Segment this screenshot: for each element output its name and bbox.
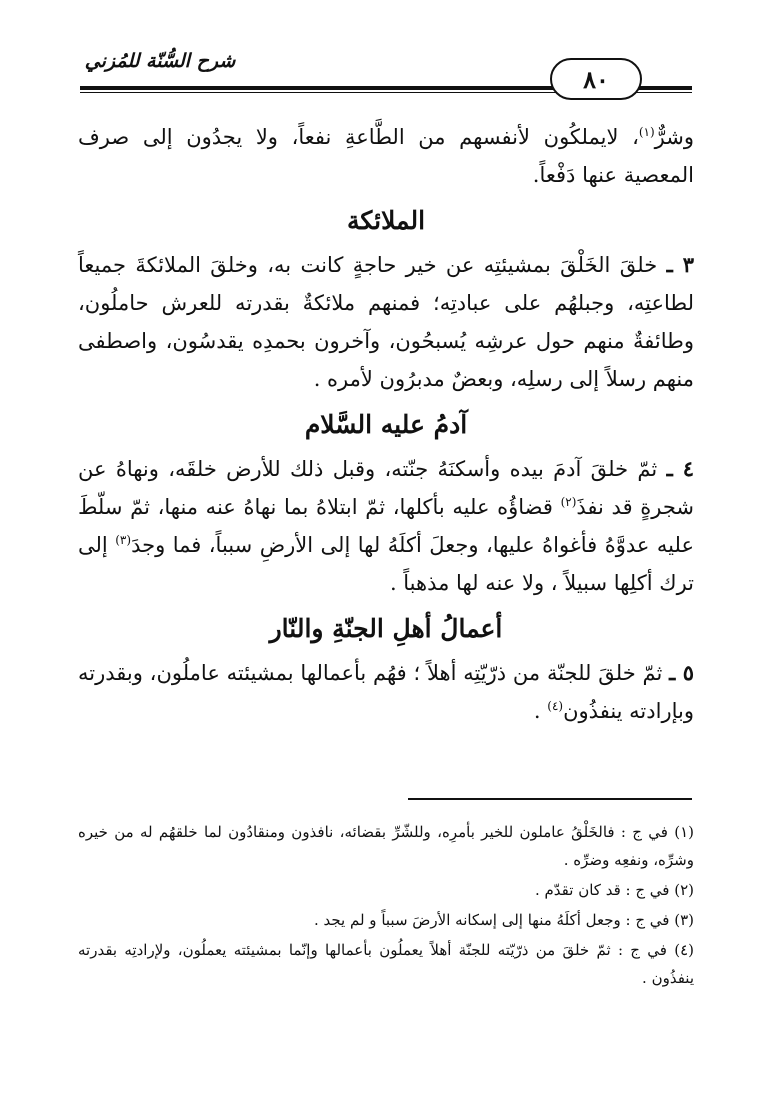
heading-deeds: أعمالُ أهلِ الجنّةِ والنّار — [269, 614, 503, 643]
p0-text-b: ، لايملكُون لأنفسهم من الطَّاعةِ نفعاً، ولا يجدُون إلى صرف المعصية عنها دَفْعاً. — [78, 125, 694, 187]
footnote-ref-3: (٣) — [115, 533, 132, 547]
paragraph-3-text: خلقَ الخَلْقَ بمشيئتِه عن خير حاجةٍ كانت به، وخلقَ الملائكةَ جميعاً لطاعتِه، وجبلهُم على عبادتِه؛ فمنهم ملائكةٌ بقدرته للعرش حاملُون، وطائفةٌ منهم حول عرشِه يُسبحُون، وآخرون بحمدِه يقدسُون، واصطفى منهم رسلاً إلى رسلِه، وبعضٌ مدبرُون لأمره . — [78, 253, 694, 391]
heading-angels: الملائكة — [346, 206, 426, 235]
p0-text-a: وشرٌّ — [654, 125, 694, 149]
paragraph-4-number: ٤ ـ — [666, 456, 694, 481]
p5-text-b: . — [533, 699, 548, 723]
footnote-1: (١) في ج : فالخَلْقُ عاملون للخير بأمرِه، وللشّرِّ بقضائه، نافذون ومنقادُون لما خلقهُم له من خيره وشرِّه، ونفعِه وضرِّه . — [78, 823, 694, 869]
footnote-4: (٤) في ج : ثمّ خلقَ من ذرّيّته للجنّة أهلاً يعملُون بأعمالها وإنّما بمشيئته يعملُون، ولإرادتِه بقدرته ينفذُون . — [78, 941, 694, 987]
paragraph-3-number: ٣ ـ — [666, 252, 694, 277]
paragraph-5-number: ٥ ـ — [669, 660, 694, 685]
paragraph-4 — [78, 450, 694, 602]
footnote-ref-1: (١) — [638, 125, 655, 139]
footnote-ref-2: (٢) — [560, 495, 577, 509]
footnote-ref-4: (٤) — [547, 699, 564, 713]
running-title: شرح السُّنّة للمُزني — [84, 50, 236, 72]
p4-text-c: إلى ترك أكلِها سبيلاً ، ولا عنه لها مذهباً . — [78, 533, 694, 595]
p4-text-a: ثمّ خلقَ آدمَ بيده وأسكنَهُ جنّته، وقبل ذلك للأرض خلقَه، ونهاهُ عن شجرةٍ قد نفذَ — [78, 457, 694, 519]
paragraph-5 — [78, 654, 694, 730]
paragraph-3 — [78, 246, 694, 398]
footnote-2: (٢) في ج : قد كان تقدّم . — [534, 881, 694, 899]
p4-text-b: قضاؤُه عليه بأكلها، ثمّ ابتلاهُ بما نهاهُ عنه منها، ثمّ سلّطَ عليه عدوَّهُ فأغواهُ عليها، وجعلَ أكلَهُ لها إلى الأرضِ سبباً، فما وجدَ — [78, 495, 694, 557]
heading-adam: آدمُ عليه السَّلام — [304, 410, 468, 439]
paragraph-continuation — [78, 118, 694, 194]
body-text — [78, 118, 694, 736]
p5-text-a: ثمّ خلقَ للجنّة من ذرّيّتِه أهلاً ؛ فهُم بأعمالها بمشيئته عاملُون، وبقدرته وبإرادته ينفذُون — [78, 661, 694, 723]
footnotes — [78, 818, 694, 994]
footnote-separator — [408, 798, 692, 800]
footnote-3: (٣) في ج : وجعل أكلَهُ منها إلى إسكانه الأرضَ سبباً و لم يجد . — [313, 911, 694, 929]
page-number: ٨٠ — [550, 58, 642, 100]
